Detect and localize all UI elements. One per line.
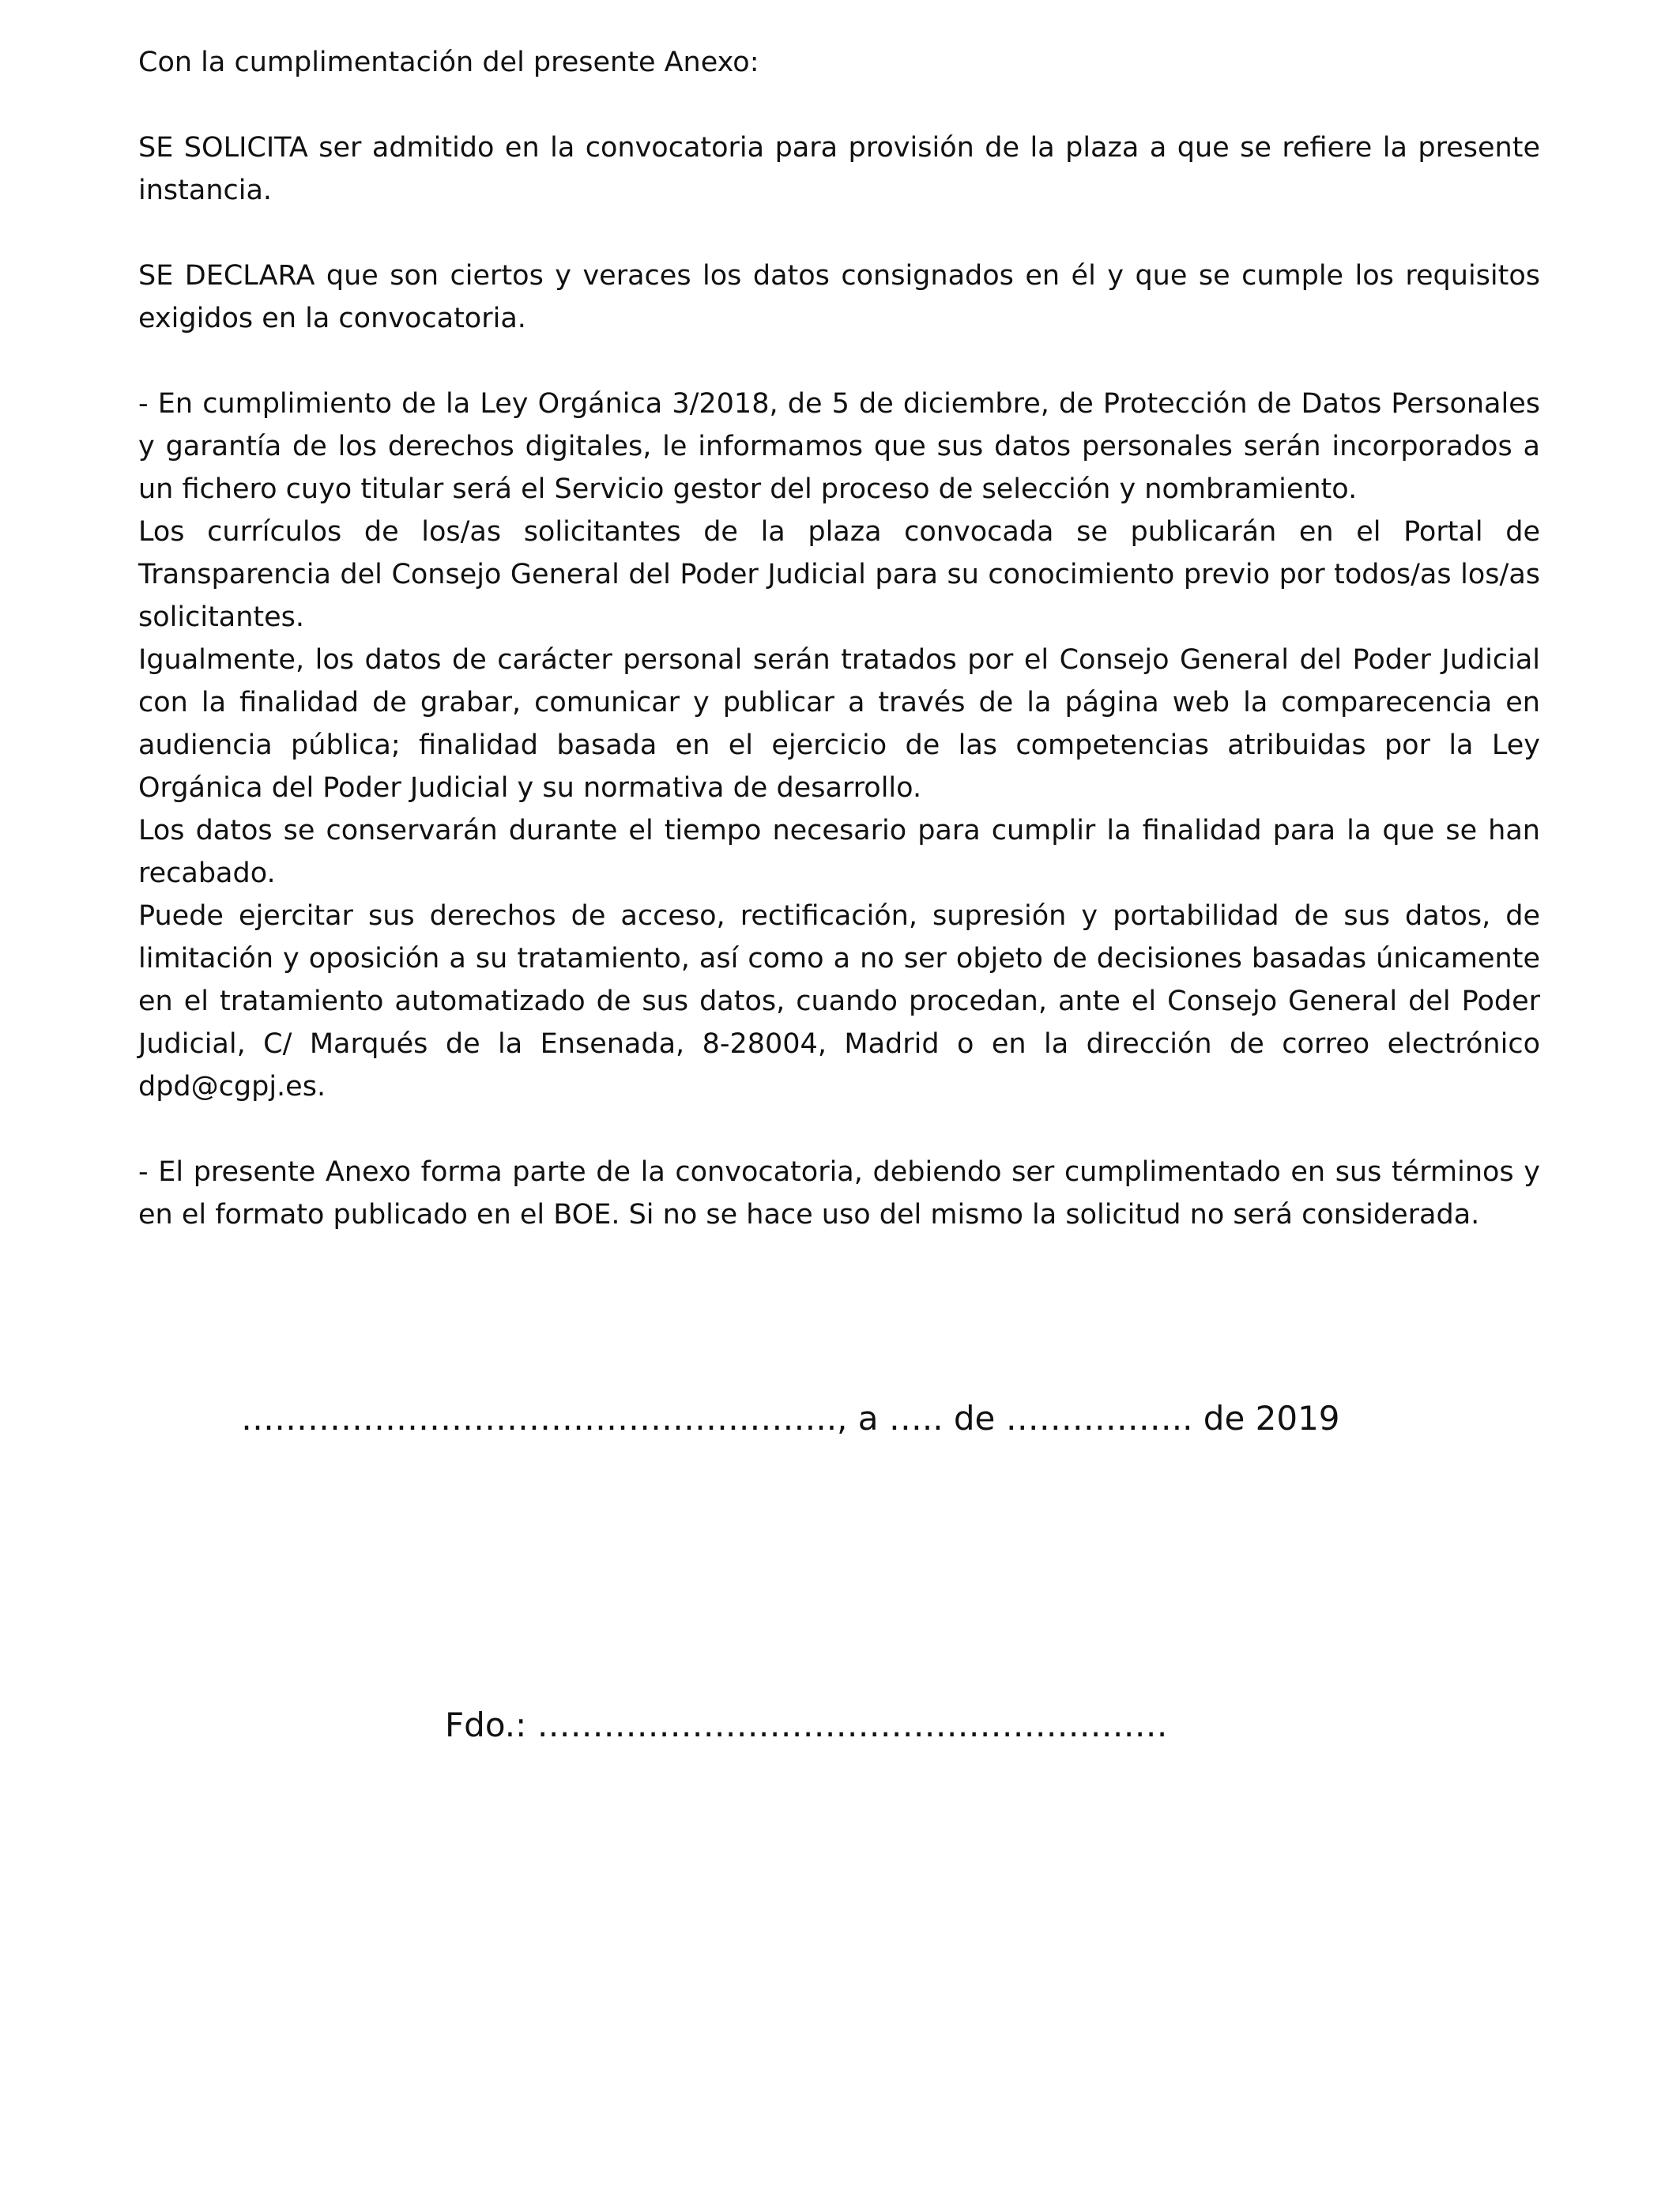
date-placeholder-line: ……………………………………….…….., a ….. de …………….. de 2019 [241, 1399, 1340, 1438]
personal-data-paragraph: Igualmente, los datos de carácter personal serán tratados por el Consejo General del Poder Judicial con la finalidad de grabar, comunicar y publicar a través de la página web la comparecencia en audiencia pública; finalidad basada en el ejercicio de las competencias atribuidas por la Ley Orgánica del Poder Judicial y su normativa de desarrollo. [138, 644, 1540, 804]
declaration-paragraph: SE DECLARA que son ciertos y veraces los datos consignados en él y que se cumple los requisitos exigidos en la convocatoria. [138, 260, 1540, 334]
retention-paragraph: Los datos se conservarán durante el tiempo necesario para cumplir la finalidad para la que se han recabado. [138, 815, 1540, 889]
data-protection-paragraph: - En cumplimiento de la Ley Orgánica 3/2018, de 5 de diciembre, de Protección de Datos Personales y garantía de los derechos digitales, le informamos que sus datos personales serán incorporados a un fichero cuyo titular será el Servicio gestor del proceso de selección y nombramiento. [138, 388, 1540, 505]
opening-line: Con la cumplimentación del presente Anexo: [138, 47, 759, 78]
rights-paragraph: Puede ejercitar sus derechos de acceso, rectificación, supresión y portabilidad de sus datos, de limitación y oposición a su tratamiento, así como a no ser objeto de decisiones basadas únicamente en el tratamiento automatizado de sus datos, cuando procedan, ante el Consejo General del Poder Judicial, C/ Marqués de la Ensenada, 8-28004, Madrid o en la dirección de correo electrónico dpd@cgpj.es. [138, 900, 1540, 1103]
annex-paragraph: - El presente Anexo forma parte de la convocatoria, debiendo ser cumplimentado en sus términos y en el formato publicado en el BOE. Si no se hace uso del mismo la solicitud no será considerada. [138, 1156, 1540, 1231]
curriculum-paragraph: Los currículos de los/as solicitantes de la plaza convocada se publicarán en el Portal de Transparencia del Consejo General del Poder Judicial para su conocimiento previo por todos/as los/as solicitantes. [138, 516, 1540, 633]
request-paragraph: SE SOLICITA ser admitido en la convocatoria para provisión de la plaza a que se refiere la presente instancia. [138, 132, 1540, 206]
signature-placeholder-line: Fdo.: ………………………………………………… [445, 1706, 1168, 1744]
